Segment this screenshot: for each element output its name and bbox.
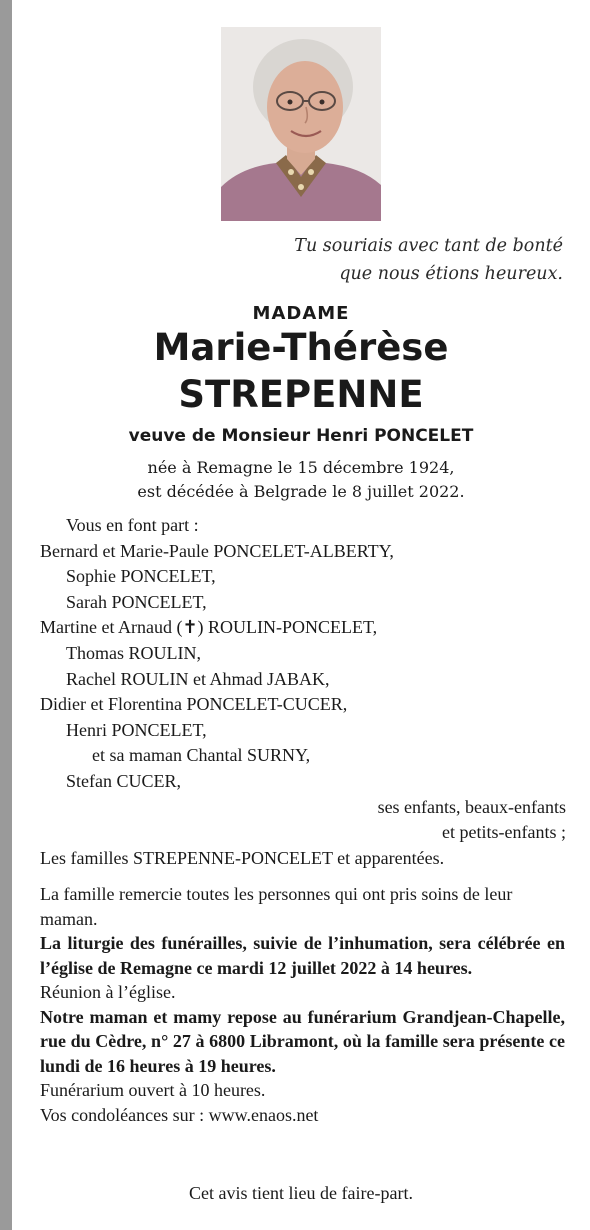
quote-line-1: Tu souriais avec tant de bonté [294,236,563,256]
family-line: Bernard et Marie-Paule PONCELET-ALBERTY, [40,540,394,561]
family-announcement [40,513,566,871]
funerarium-hours: Funérarium ouvert à 10 heures. [40,1080,266,1100]
funeral-details [40,882,565,1127]
portrait-photo [221,27,381,221]
family-line: Thomas ROULIN, [66,642,201,663]
birth-line: née à Remagne le 15 décembre 1924, [147,458,455,477]
left-border-strip [0,0,12,1230]
condolences-line: Vos condoléances sur : www.enaos.net [40,1104,319,1125]
family-line: Stefan CUCER, [66,770,181,791]
family-line: Sarah PONCELET, [66,591,207,612]
last-name: STREPENNE [178,373,424,416]
extended-families: Les familles STREPENNE-PONCELET et apparentées. [40,847,445,868]
family-line: Rachel ROULIN et Ahmad JABAK, [66,668,330,689]
family-line: Martine et Arnaud (✝) ROULIN-PONCELET, [40,617,378,638]
first-name: Marie-Thérèse [153,326,449,369]
thanks-paragraph: La famille remercie toutes les personnes qui ont pris soins de leur maman. [40,884,513,929]
family-role-line-2: et petits-enfants ; [442,822,566,843]
epitaph-quote [294,232,563,288]
family-intro: Vous en font part : [66,515,199,535]
rest-paragraph: Notre maman et mamy repose au funérarium Grandjean-Chapelle, rue du Cèdre, n° 27 à 6800 Libramont, où la famille sera présente ce lundi de 16 heures à 19 heures. [40,1006,565,1076]
family-line: et sa maman Chantal SURNY, [92,745,311,766]
meeting-paragraph: Réunion à l’église. [40,982,176,1002]
honorific: MADAME [252,303,350,324]
closing-note: Cet avis tient lieu de faire-part. [189,1183,413,1203]
family-line: Didier et Florentina PONCELET-CUCER, [40,694,348,715]
family-role-line-1: ses enfants, beaux-enfants [377,796,566,817]
quote-line-2: que nous étions heureux. [339,264,563,284]
family-line: Sophie PONCELET, [66,566,216,587]
death-line: est décédée à Belgrade le 8 juillet 2022. [137,482,465,501]
birth-death-dates [12,456,590,504]
widow-of-line: veuve de Monsieur Henri PONCELET [128,426,474,446]
death-notice [12,0,590,1230]
family-line: Henri PONCELET, [66,719,207,740]
liturgy-paragraph: La liturgie des funérailles, suivie de l’inhumation, sera célébrée en l’église de Remagne ce mardi 12 juillet 2022 à 14 heures. [40,933,565,978]
